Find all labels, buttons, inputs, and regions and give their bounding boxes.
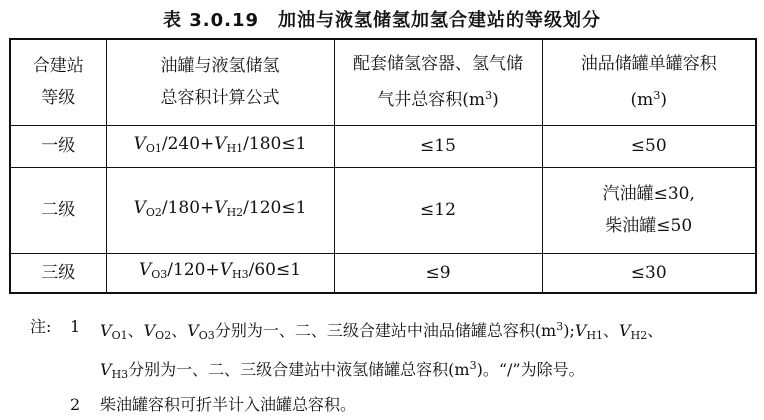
table-header-row bbox=[10, 39, 756, 125]
hydrogen-cell: ≤12 bbox=[334, 167, 542, 253]
note-number: 1 bbox=[70, 317, 81, 336]
grade-cell: 二级 bbox=[10, 167, 106, 253]
note-number: 2 bbox=[70, 395, 81, 414]
note-2: 2 柴油罐容积可折半计入油罐总容积。 bbox=[60, 390, 760, 420]
oil-cell: ≤30 bbox=[542, 253, 756, 293]
note-1-continued: $V_{H3}$分别为一、二、三级合建站中液氢储罐总容积$(m^3)$。“/”为除号。 bbox=[100, 359, 585, 381]
table-row bbox=[10, 253, 756, 293]
table-row bbox=[10, 167, 756, 253]
table-title: 表 3.0.19 加油与液氢储氢加氢合建站的等级划分 bbox=[162, 10, 602, 31]
note-label: 注: bbox=[30, 317, 52, 336]
hydrogen-cell: ≤9 bbox=[334, 253, 542, 293]
oil-cell: ≤50 bbox=[542, 125, 756, 167]
notes bbox=[30, 312, 760, 420]
note-1: 注: 1 $V_{O1}$、$V_{O2}$、$V_{O3}$分别为一、二、三级合建站中油品储罐总容积$(m^3);V_{H1}$、$V_{H2}$、 bbox=[60, 312, 760, 351]
formula-cell: $V_{O1}/240+V_{H1}/180\le 1$ bbox=[106, 125, 334, 167]
header-formula: 油罐与液氢储氢 总容积计算公式 bbox=[106, 39, 334, 125]
table-row bbox=[10, 125, 756, 167]
header-grade: 合建站 等级 bbox=[10, 39, 106, 125]
grade-table bbox=[9, 38, 757, 294]
oil-cell: 汽油罐≤30, 柴油罐≤50 bbox=[542, 167, 756, 253]
formula-cell: $V_{O3}/120+V_{H3}/60\le 1$ bbox=[106, 253, 334, 293]
hydrogen-cell: ≤15 bbox=[334, 125, 542, 167]
grade-cell: 一级 bbox=[10, 125, 106, 167]
header-hydrogen-volume: 配套储氢容器、氢气储 气井总容积$(m^3)$ bbox=[334, 39, 542, 125]
header-oil-volume: 油品储罐单罐容积 $(m^3)$ bbox=[542, 39, 756, 125]
grade-cell: 三级 bbox=[10, 253, 106, 293]
formula-cell: $V_{O2}/180+V_{H2}/120\le 1$ bbox=[106, 167, 334, 253]
